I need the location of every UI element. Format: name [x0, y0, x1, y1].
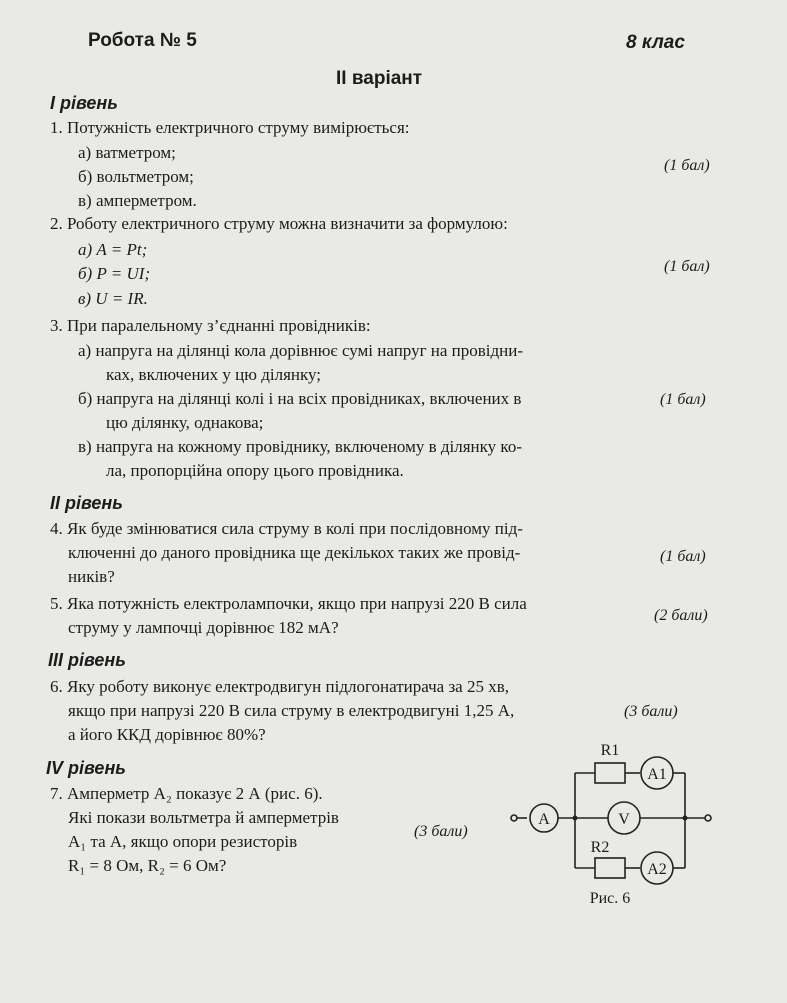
- q7-points: (3 бали): [414, 823, 468, 840]
- q6-line-3: а його ККД дорівнює 80%?: [68, 725, 266, 744]
- q7-line-2: Які покази вольтметра й амперметрів: [68, 808, 339, 827]
- q2-option-a: а) A = Pt;: [78, 240, 148, 259]
- q3-line-3: б) напруга на ділянці колі і на всіх провідниках, включених в: [78, 389, 522, 408]
- q2-option-b: б) P = UI;: [78, 264, 151, 283]
- q6-points: (3 бали): [624, 703, 678, 720]
- q6-line-1: 6. Яку роботу виконує електродвигун підлогонатирача за 25 хв,: [50, 677, 509, 696]
- q3-line-6: ла, пропорційна опору цього провідника.: [106, 461, 404, 480]
- q5-points: (2 бали): [654, 607, 708, 624]
- q1-points: (1 бал): [664, 157, 710, 174]
- q3-points: (1 бал): [660, 391, 706, 408]
- q5-line-2: струму у лампочці дорівнює 182 мА?: [68, 618, 339, 637]
- q7-line-1: 7. Амперметр A₂ показує 2 А (рис. 6).: [50, 784, 323, 803]
- question-1: 1. Потужність електричного струму вимірюється:: [50, 118, 410, 137]
- q1-option-b: б) вольтметром;: [78, 167, 194, 186]
- level-4-heading: IV рівень: [46, 758, 126, 778]
- label-r1: R1: [600, 742, 620, 759]
- q2-points: (1 бал): [664, 258, 710, 275]
- q4-line-1: 4. Як буде змінюватися сила струму в колі при послідовному під-: [50, 519, 523, 538]
- circuit-diagram: [500, 735, 730, 915]
- label-a2: A2: [647, 861, 667, 878]
- label-a1: A1: [647, 766, 667, 783]
- level-1-heading: І рівень: [50, 93, 118, 113]
- variant-title: ІІ варіант: [336, 68, 423, 89]
- right-terminal: [705, 815, 711, 821]
- q1-option-a: а) ватметром;: [78, 143, 176, 162]
- q7-line-3: A₁ та A, якщо опори резисторів: [68, 832, 298, 851]
- work-title: Робота № 5: [88, 30, 197, 51]
- label-v: V: [618, 811, 630, 828]
- grade-label: 8 клас: [626, 32, 685, 53]
- q3-line-2: ках, включених у цю ділянку;: [106, 365, 321, 384]
- question-3: 3. При паралельному з’єднанні провідників:: [50, 316, 371, 335]
- label-r2: R2: [590, 839, 610, 856]
- q3-line-4: цю ділянку, однакова;: [106, 413, 264, 432]
- q4-line-2: ключенні до даного провідника ще декількох таких же провід-: [68, 543, 521, 562]
- left-terminal: [511, 815, 517, 821]
- q4-points: (1 бал): [660, 548, 706, 565]
- q1-option-c: в) амперметром.: [78, 191, 197, 210]
- q2-option-c: в) U = IR.: [78, 289, 148, 308]
- q3-line-5: в) напруга на кожному провіднику, включеному в ділянку ко-: [78, 437, 522, 456]
- question-2: 2. Роботу електричного струму можна визначити за формулою:: [50, 214, 508, 233]
- label-a: A: [538, 811, 550, 828]
- level-3-heading: ІІІ рівень: [48, 650, 126, 670]
- q3-line-1: а) напруга на ділянці кола дорівнює сумі напруг на провідни-: [78, 341, 524, 360]
- level-2-heading: ІІ рівень: [50, 493, 123, 513]
- figure-caption: Рис. 6: [589, 890, 631, 907]
- resistor-r2: [595, 858, 625, 878]
- q5-line-1: 5. Яка потужність електролампочки, якщо при напрузі 220 В сила: [50, 594, 527, 613]
- q7-line-4: R₁ = 8 Ом, R₂ = 6 Ом?: [68, 856, 227, 875]
- q4-line-3: ників?: [68, 567, 115, 586]
- q6-line-2: якщо при напрузі 220 В сила струму в електродвигуні 1,25 А,: [68, 701, 515, 720]
- resistor-r1: [595, 763, 625, 783]
